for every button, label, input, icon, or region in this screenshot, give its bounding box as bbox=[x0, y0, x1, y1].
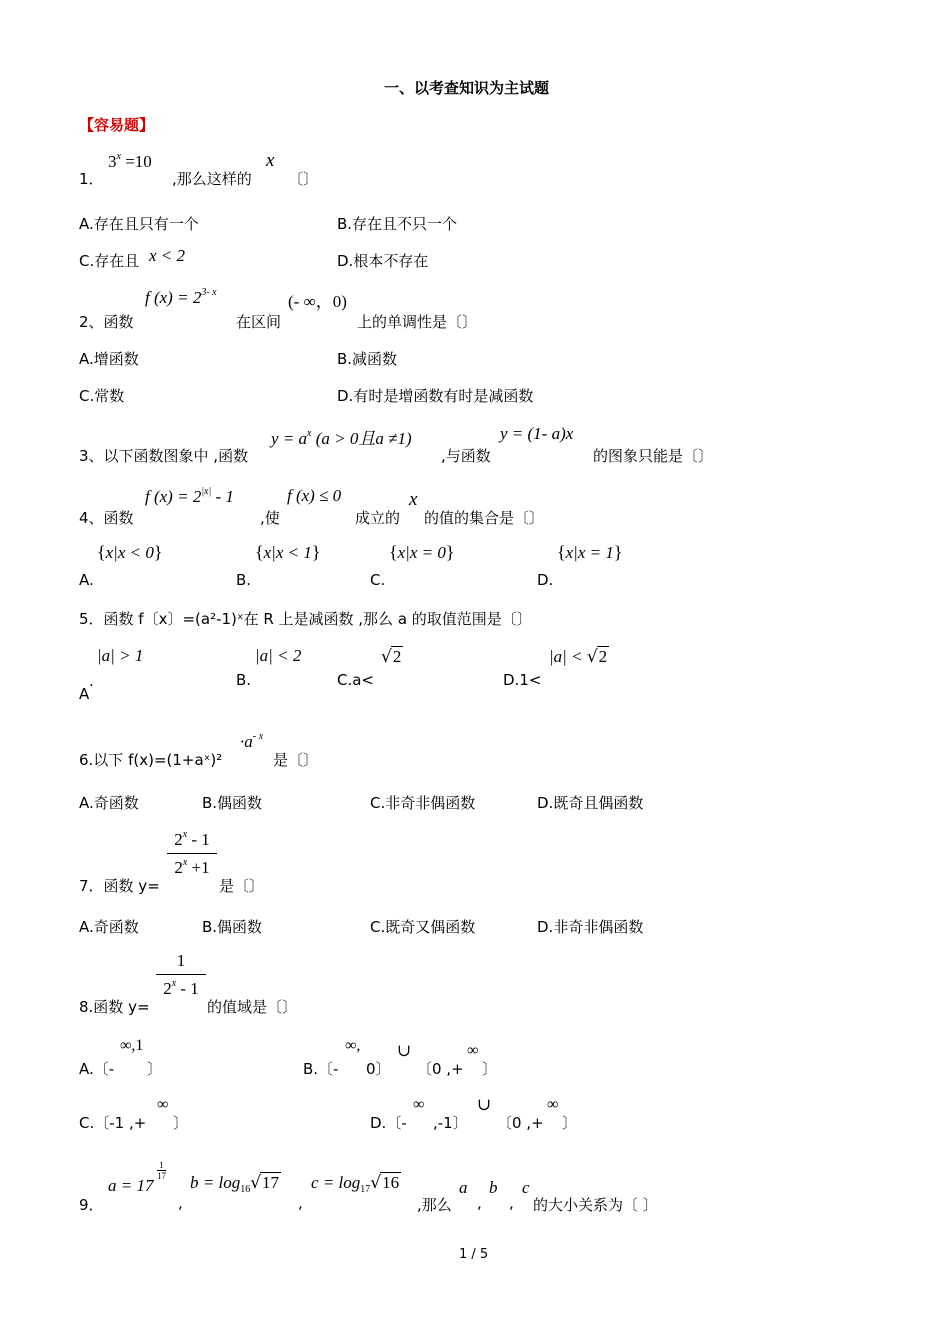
q9-c: $c = \log_{17}√16$ bbox=[311, 1173, 400, 1195]
q8-option-b-close: 〕 bbox=[482, 1060, 498, 1078]
q3-formula-1: $y = a^x$ (a > 0且a ≠1) bbox=[271, 428, 412, 448]
q5-option-d-math: |a| < √2 bbox=[549, 647, 608, 667]
q2-number: 2、函数 bbox=[79, 313, 134, 331]
q6-option-c: C.非奇非偶函数 bbox=[370, 794, 476, 812]
q7-option-a: A.奇函数 bbox=[79, 918, 139, 936]
q8-fraction-bar bbox=[156, 974, 206, 975]
q8-tail: 的值域是〔〕 bbox=[207, 998, 298, 1016]
q4-option-a: A. bbox=[79, 571, 94, 589]
q9-a-exp-num: 1 bbox=[159, 1160, 164, 1170]
q8-option-a: A.〔- bbox=[79, 1060, 115, 1078]
q4-option-d-set: {x|x = 1} bbox=[557, 542, 623, 562]
q4-formula: f $(x) = 2^{|x|} - 1$ bbox=[145, 486, 234, 506]
q2-interval: (- ∞，0) bbox=[288, 292, 347, 311]
q4-mid2: 成立的 bbox=[355, 509, 401, 527]
q4-var: x bbox=[409, 489, 418, 510]
q1-var: x bbox=[266, 150, 275, 171]
q4-option-b: B. bbox=[236, 571, 252, 589]
q5-option-b-math: |a| < 2 bbox=[255, 646, 302, 665]
q1-number: 1． bbox=[79, 170, 104, 188]
q1-text: ,那么这样的 bbox=[172, 170, 252, 188]
q8-option-c: C.〔-1 ,+ bbox=[79, 1114, 147, 1132]
q7-tail: 是〔〕 bbox=[219, 877, 265, 895]
q3-formula-2: y = (1- a)x bbox=[500, 424, 574, 443]
q3-mid: ,与函数 bbox=[441, 447, 491, 465]
q4-option-a-set: {x|x < 0} bbox=[97, 542, 163, 562]
q3-number: 3、以下函数图象中 ,函数 bbox=[79, 447, 249, 465]
q9-var-b: b bbox=[489, 1178, 498, 1197]
q1-option-d: D.根本不存在 bbox=[337, 252, 429, 270]
q8-option-c-inf: ∞ bbox=[157, 1096, 169, 1113]
q9-comma-1: , bbox=[178, 1194, 183, 1212]
q6-option-b: B.偶函数 bbox=[202, 794, 263, 812]
q4-option-d: D. bbox=[537, 571, 554, 589]
q5-option-a: A bbox=[79, 685, 90, 703]
q9-tail2: 的大小关系为〔 〕 bbox=[533, 1196, 658, 1214]
q4-option-c: C. bbox=[370, 571, 386, 589]
q9-var-a: a bbox=[459, 1178, 468, 1197]
q8-option-b-zero: 0〕 bbox=[366, 1060, 391, 1078]
q4-option-b-set: {x|x < 1} bbox=[255, 542, 321, 562]
q2-mid: 在区间 bbox=[236, 313, 282, 331]
q4-option-c-set: {x|x = 0} bbox=[389, 542, 455, 562]
q8-option-d-close: 〕 bbox=[562, 1114, 578, 1132]
q8-option-b: B.〔- bbox=[303, 1060, 339, 1078]
q5-option-c-root: √2 bbox=[381, 647, 402, 667]
q9-comma-3: , bbox=[477, 1194, 482, 1212]
q9-a-exponent bbox=[157, 1160, 166, 1181]
q8-text: 8.函数 y= bbox=[79, 998, 150, 1016]
q8-option-a-close: 〕 bbox=[147, 1060, 163, 1078]
q8-option-b-part2: 〔0 ,+ bbox=[417, 1060, 464, 1078]
q8-option-b-up: ∞, bbox=[345, 1037, 361, 1054]
q7-option-c: C.既奇又偶函数 bbox=[370, 918, 476, 936]
q1-option-b: B.存在且不只一个 bbox=[337, 215, 458, 233]
q1-paren: 〔〕 bbox=[288, 170, 319, 188]
q1-option-c-math: x < 2 bbox=[149, 246, 186, 265]
q4-number: 4、函数 bbox=[79, 509, 134, 527]
q8-option-d-cup: ∪ bbox=[477, 1095, 492, 1114]
q8-option-a-up: ∞,1 bbox=[120, 1037, 144, 1054]
q8-numerator: 1 bbox=[176, 951, 186, 970]
q2-option-d: D.有时是增函数有时是减函数 bbox=[337, 387, 534, 405]
q4-condition: f (x) ≤ 0 bbox=[287, 486, 342, 505]
q8-option-c-close: 〕 bbox=[173, 1114, 189, 1132]
q8-option-d-inf: ∞ bbox=[413, 1096, 425, 1113]
q8-option-d: D.〔- bbox=[370, 1114, 407, 1132]
q6-option-a: A.奇函数 bbox=[79, 794, 139, 812]
q6-factor: $\cdot a^{- x}$ bbox=[240, 731, 264, 751]
q8-option-b-cup: ∪ bbox=[397, 1041, 412, 1060]
q6-text: 6.以下 f(x)=(1+aˣ)² bbox=[79, 751, 223, 769]
q5-option-a-math: |a| > 1 bbox=[97, 646, 144, 665]
q7-numerator: 2$^x$ - 1 bbox=[174, 829, 210, 849]
q1-formula: $3^x =10$ bbox=[108, 151, 152, 171]
q9-a-base: a = 17 bbox=[108, 1176, 154, 1195]
q8-option-b-inf: ∞ bbox=[467, 1042, 479, 1059]
q8-option-d-part2: 〔0 ,+ bbox=[497, 1114, 544, 1132]
q3-tail: 的图象只能是〔〕 bbox=[593, 447, 714, 465]
q6-option-d: D.既奇且偶函数 bbox=[537, 794, 644, 812]
q2-formula: f $(x) = 2^{3- x}$ bbox=[145, 287, 217, 307]
q7-option-b: B.偶函数 bbox=[202, 918, 263, 936]
q9-a-exp-den: 17 bbox=[157, 1171, 166, 1181]
page-title: 一、以考查知识为主试题 bbox=[384, 79, 550, 97]
q9-comma-4: , bbox=[509, 1194, 514, 1212]
page-number: 1 / 5 bbox=[459, 1247, 489, 1262]
q8-denominator: 2$^x$ - 1 bbox=[163, 978, 199, 998]
section-tag: 【容易题】 bbox=[79, 116, 155, 134]
q9-var-c: c bbox=[522, 1178, 530, 1197]
q1-option-c: C.存在且 bbox=[79, 252, 140, 270]
q2-tail: 上的单调性是〔〕 bbox=[357, 313, 478, 331]
q9-number: 9． bbox=[79, 1196, 104, 1214]
q5-option-d: D.1< bbox=[503, 671, 542, 689]
q2-option-a: A.增函数 bbox=[79, 350, 139, 368]
q7-denominator: $2^x +1$ bbox=[174, 857, 210, 877]
q1-option-a: A.存在且只有一个 bbox=[79, 215, 199, 233]
q8-option-d-inf2: ∞ bbox=[547, 1096, 559, 1113]
q7-option-d: D.非奇非偶函数 bbox=[537, 918, 644, 936]
q8-fraction bbox=[156, 951, 206, 999]
q5-option-c: C.a< bbox=[337, 671, 375, 689]
q2-option-c: C.常数 bbox=[79, 387, 125, 405]
q6-tail: 是〔〕 bbox=[273, 751, 319, 769]
q2-option-b: B.减函数 bbox=[337, 350, 398, 368]
q7-text: 7．函数 y= bbox=[79, 877, 160, 895]
q4-tail: 的值的集合是〔〕 bbox=[424, 509, 545, 527]
q5-option-b: B. bbox=[236, 671, 252, 689]
q9-b: $b = \log_{16}√17$ bbox=[190, 1173, 280, 1195]
q9-comma-2: , bbox=[298, 1194, 303, 1212]
q7-fraction-bar bbox=[167, 853, 217, 854]
q4-mid: ,使 bbox=[260, 509, 280, 527]
q8-option-d-mid: ,-1〕 bbox=[433, 1114, 468, 1132]
q7-fraction bbox=[167, 829, 217, 878]
q5-text: 5．函数 f〔x〕=(a²-1)ˣ在 R 上是减函数 ,那么 a 的取值范围是〔〕 bbox=[79, 610, 532, 628]
q9-tail1: ,那么 bbox=[417, 1196, 452, 1214]
q5-option-a-dot: . bbox=[89, 672, 94, 690]
